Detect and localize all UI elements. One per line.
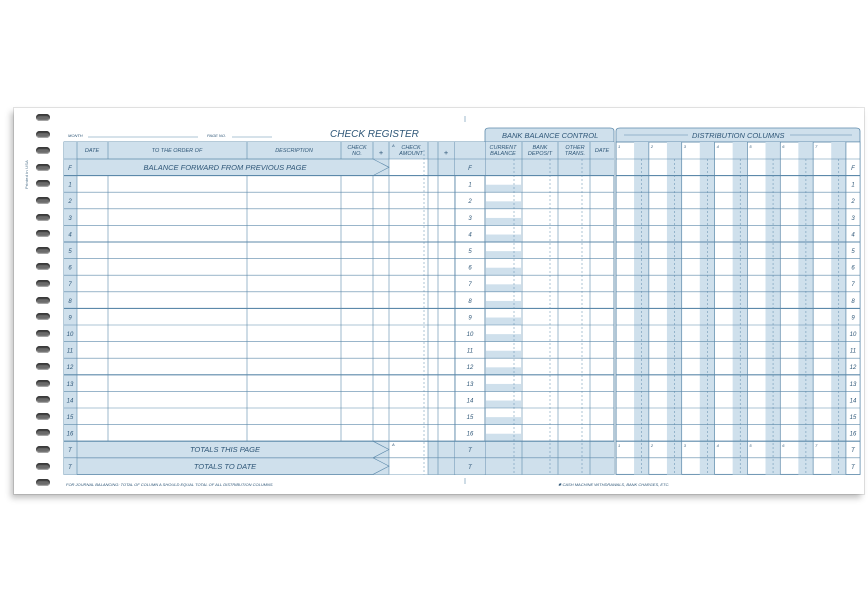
bank-balance-control-title: BANK BALANCE CONTROL xyxy=(502,131,599,140)
t-marker-center: T xyxy=(468,448,472,455)
row-number-left: 9 xyxy=(68,315,72,322)
other-trans-header: OTHER xyxy=(565,145,585,151)
dist-column-number: 7 xyxy=(815,443,818,449)
totals-this-page-label: TOTALS THIS PAGE xyxy=(189,445,261,455)
row-number-right: 9 xyxy=(851,315,855,322)
row-number-right: 3 xyxy=(851,215,855,222)
bank-date-header: DATE xyxy=(594,148,610,154)
row-number-left: 3 xyxy=(68,215,72,222)
row-number-left: 10 xyxy=(66,332,74,338)
row-number-left: 8 xyxy=(68,298,72,305)
f-marker-right: F xyxy=(851,166,855,172)
check-amount-header: AMOUNT xyxy=(399,151,423,157)
t-marker-left: T xyxy=(68,448,72,455)
page-no-label: PAGE NO. xyxy=(207,133,227,138)
other-trans-header: TRANS. xyxy=(564,151,586,157)
dist-column-number: 3 xyxy=(683,443,686,449)
row-number-left: 14 xyxy=(66,398,74,405)
row-number-left: 13 xyxy=(66,381,74,388)
row-number-right: 5 xyxy=(851,249,855,255)
row-number-center: 5 xyxy=(468,249,472,255)
column-a-marker: A xyxy=(392,442,395,448)
row-number-right: 11 xyxy=(849,348,857,355)
row-number-center: 2 xyxy=(468,199,472,206)
row-number-center: 9 xyxy=(468,315,472,322)
distribution-columns-title: DISTRIBUTION COLUMNS xyxy=(692,131,785,140)
row-number-center: 14 xyxy=(466,398,474,405)
t-marker-right: T xyxy=(851,448,855,455)
row-number-right: 14 xyxy=(849,398,857,405)
check-no-header: CHECK xyxy=(347,145,367,151)
footer-journal-note: FOR JOURNAL BALANCING: TOTAL OF COLUMN A SHOULD EQUAL TOTAL OF ALL DISTRIBUTION COLUMNS xyxy=(66,482,273,487)
row-number-left: 2 xyxy=(68,199,72,206)
row-number-right: 1 xyxy=(851,182,855,189)
row-number-center: 10 xyxy=(466,332,474,338)
t-marker-center: T xyxy=(468,464,472,471)
dist-column-number: 2 xyxy=(650,443,654,449)
bank-deposit-header: BANK xyxy=(532,145,548,151)
row-number-right: 15 xyxy=(849,415,857,421)
dist-column-number: 5 xyxy=(749,443,752,449)
row-number-center: 16 xyxy=(466,431,474,438)
dist-column-number: 5 xyxy=(749,144,752,149)
row-number-right: 16 xyxy=(849,431,857,438)
row-number-center: 13 xyxy=(466,381,474,388)
row-number-right: 7 xyxy=(851,282,855,289)
to-the-order-of-header: TO THE ORDER OF xyxy=(151,148,203,154)
dist-column-number: 1 xyxy=(618,443,621,449)
f-marker-left: F xyxy=(68,166,72,172)
current-balance-header: BALANCE xyxy=(490,151,516,157)
check-amount-header: CHECK xyxy=(401,145,421,151)
row-number-left: 12 xyxy=(66,365,74,372)
dist-column-number: 3 xyxy=(683,144,686,149)
dist-column-number: 4 xyxy=(716,443,719,449)
row-number-center: 4 xyxy=(468,232,472,239)
dist-column-number: 2 xyxy=(650,144,654,149)
dist-column-number: 4 xyxy=(716,144,719,149)
row-number-right: 2 xyxy=(851,199,855,206)
row-number-left: 4 xyxy=(68,232,72,239)
row-number-center: 12 xyxy=(466,365,474,372)
row-number-left: 11 xyxy=(66,348,74,355)
dist-column-number: 7 xyxy=(815,144,818,149)
row-number-left: 1 xyxy=(68,182,72,189)
t-marker-right: T xyxy=(851,464,855,471)
row-number-center: 6 xyxy=(468,265,472,272)
row-number-right: 12 xyxy=(849,365,857,372)
dist-column-number: 1 xyxy=(618,144,621,149)
row-number-right: 4 xyxy=(851,232,855,239)
month-label: MONTH xyxy=(68,133,83,138)
row-number-right: 10 xyxy=(849,332,857,338)
balance-forward-label: BALANCE FORWARD FROM PREVIOUS PAGE xyxy=(143,163,307,172)
row-number-left: 6 xyxy=(68,265,72,272)
t-marker-left: T xyxy=(68,464,72,471)
row-number-center: 7 xyxy=(468,282,472,289)
row-number-right: 6 xyxy=(851,265,855,272)
plus-sign: + xyxy=(378,148,384,157)
row-number-center: 1 xyxy=(468,182,472,189)
form-title: CHECK REGISTER xyxy=(330,129,419,140)
row-number-center: 3 xyxy=(468,215,472,222)
description-header: DESCRIPTION xyxy=(275,148,313,154)
dist-column-number: 6 xyxy=(782,443,785,449)
plus-sign: + xyxy=(443,148,449,157)
column-a-marker: A xyxy=(392,143,395,148)
row-number-left: 15 xyxy=(66,415,74,421)
f-marker-center: F xyxy=(468,166,472,172)
row-number-center: 11 xyxy=(466,348,474,355)
row-number-right: 13 xyxy=(849,381,857,388)
dist-column-number: 6 xyxy=(782,144,785,149)
current-balance-header: CURRENT xyxy=(489,145,517,151)
date-column-header: DATE xyxy=(84,148,100,154)
check-no-header: NO. xyxy=(352,151,362,157)
row-number-left: 16 xyxy=(66,431,74,438)
bank-deposit-header: DEPOSIT xyxy=(527,151,553,157)
side-print-text: Printed in USA xyxy=(24,160,29,190)
row-number-right: 8 xyxy=(851,298,855,305)
row-number-left: 5 xyxy=(68,249,72,255)
row-number-center: 15 xyxy=(466,415,474,421)
row-number-left: 7 xyxy=(68,282,72,289)
totals-to-date-label: TOTALS TO DATE xyxy=(193,461,257,471)
footer-asterisk-note: ✱ CASH MACHINE WITHDRAWALS, BANK CHARGES, ETC. xyxy=(558,482,670,487)
row-number-center: 8 xyxy=(468,298,472,305)
